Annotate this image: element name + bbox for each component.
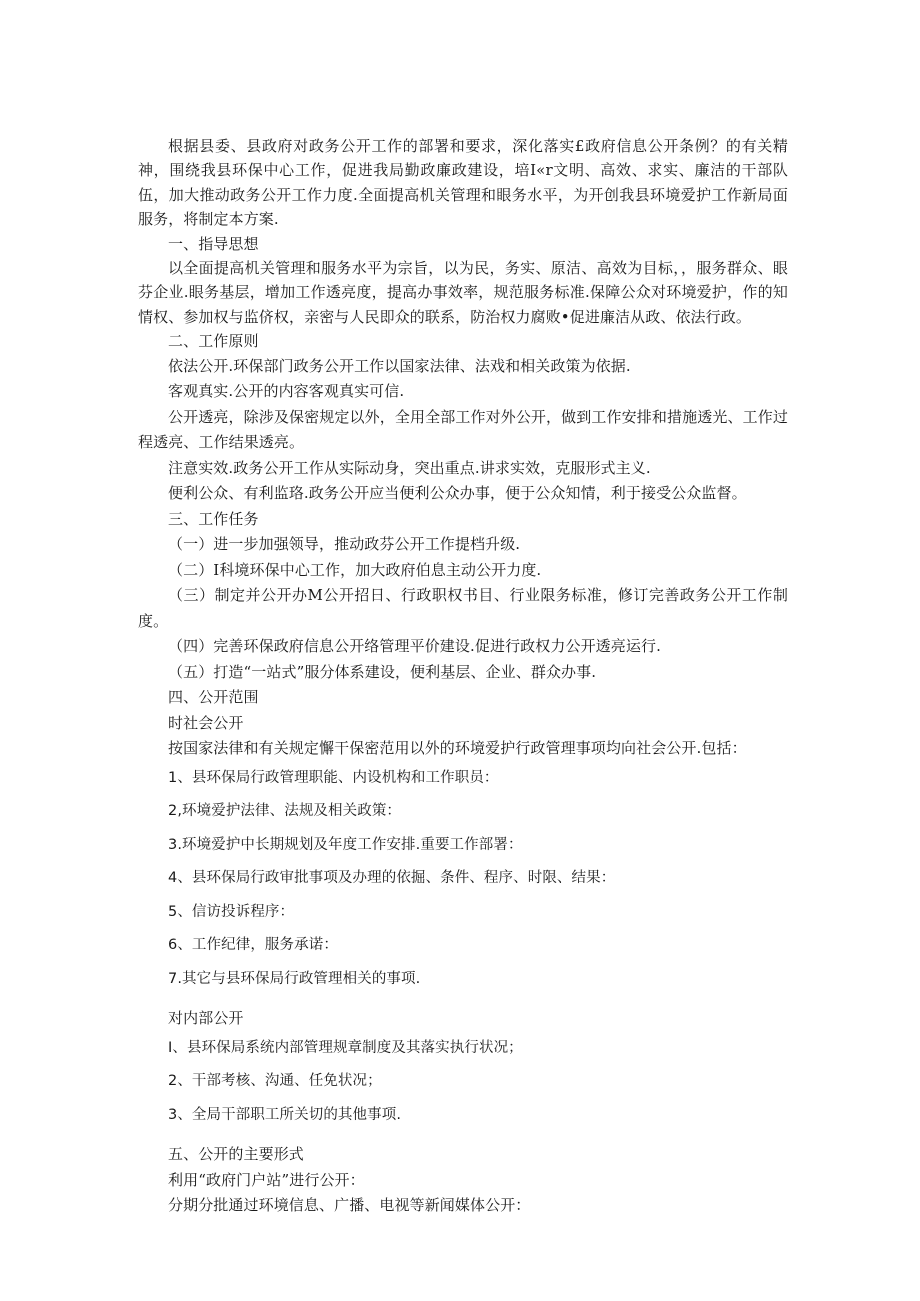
disclosure-form-item: 分期分批通过环境信息、广播、电视等新闻媒体公开： [168, 1196, 531, 1215]
principle-item: 客观真实.公开的内容客观真实可信. [168, 382, 405, 401]
public-disclosure-item: 2,环境爱护法律、法规及相关政策： [168, 803, 402, 820]
document-body [138, 134, 788, 1219]
section-heading-disclosure-scope: 四、公开范围 [168, 688, 259, 707]
task-item: （一）进一步加强领导，推动政芬公开工作提档升级. [168, 535, 521, 554]
internal-disclosure-item: 3、全局干部职工所关切的其他事项. [168, 1106, 402, 1123]
principle-item: 依法公开.环保部门政务公开工作以国家法律、法戏和相关政策为依据. [168, 356, 631, 375]
public-disclosure-intro: 按国家法律和有关规定懈干保密范用以外的环境爱护行政管理事项均向社会公开.包括： [168, 739, 747, 758]
principle-item: 便利公众、有利监珞.政务公开应当便利公众办事，便于公众知情，利于接受公众监督。 [168, 484, 747, 503]
intro-paragraph: 根据县委、县政府对政务公开工作的部署和要求，深化落实£政府信息公开条例？的有关精神，围绕我县环保中心工作，促进我局勤政廉政建设，培I«r文明、高效、求实、廉洁的干部队伍，加大推动政务公开工作力度.全面提高机关管理和眼务水平，为开创我县环境爱护工作新局面服务，将制定本方案. [138, 137, 788, 229]
subheading-public-disclosure: 时社会公开 [168, 713, 244, 732]
guiding-ideology-paragraph: 以全面提高机关管理和服务水平为宗旨，以为民，务实、原洁、高效为目标，，服务群众、眼芬企业.眼务基层，增加工作透亮度，提高办事效率，规范服务标准.保障公众对环境爱护，作的知情权、参加权与监侪权，亲密与人民即众的联系，防治权力腐败•促进廉洁从政、依法行政。 [138, 259, 788, 326]
task-item: （二）I科境环保中心工作，加大政府伯息主动公开力度. [168, 560, 542, 579]
subheading-internal-disclosure: 对内部公开 [168, 1009, 244, 1028]
public-disclosure-item: 7.其它与县环保局行政管理相关的事项. [168, 970, 421, 987]
principle-item: 公开透亮，除涉及保密规定以外，全用全部工作对外公开，做到工作安排和措施透光、工作过程透亮、工作结果透亮。 [138, 407, 788, 452]
section-heading-work-tasks: 三、工作任务 [168, 509, 259, 528]
task-item: （五）打造“一站式”服分体系建设，便利基层、企业、群众办事. [168, 662, 597, 681]
public-disclosure-item: 5、信访投诉程序： [168, 903, 295, 920]
section-heading-work-principles: 二、工作原则 [168, 332, 259, 351]
internal-disclosure-item: 2、干部考核、沟通、任免状况； [168, 1073, 382, 1090]
section-heading-guiding-ideology: 一、指导思想 [168, 234, 259, 253]
section-heading-disclosure-forms: 五、公开的主要形式 [168, 1145, 304, 1164]
task-item: （四）完善环保政府信息公开络管理平价建设.促进行政权力公开透亮运行. [168, 637, 661, 656]
public-disclosure-item: 1、县环保局行政管理职能、内设机构和工作职员： [168, 769, 499, 786]
public-disclosure-item: 4、县环保局行政审批事项及办理的依掘、条件、程序、时限、结果： [168, 870, 616, 887]
disclosure-form-item: 利用“政府门户站”进行公开： [168, 1170, 365, 1189]
public-disclosure-item: 6、工作纪律，服务承诺： [168, 937, 338, 954]
public-disclosure-item: 3.环境爱护中长期规划及年度工作安排.重要工作部署： [168, 836, 523, 853]
principle-item: 注意实效.政务公开工作从实际动身，突出重点.讲求实效，克服形式主义. [168, 458, 651, 477]
task-item: （三）制定并公开办M公开招日、行政职权书目、行业限务标准，修订完善政务公开工作制度。 [138, 586, 788, 630]
internal-disclosure-item: I、县环保局系统内部管理规章制度及其落实执行状况； [168, 1039, 523, 1056]
